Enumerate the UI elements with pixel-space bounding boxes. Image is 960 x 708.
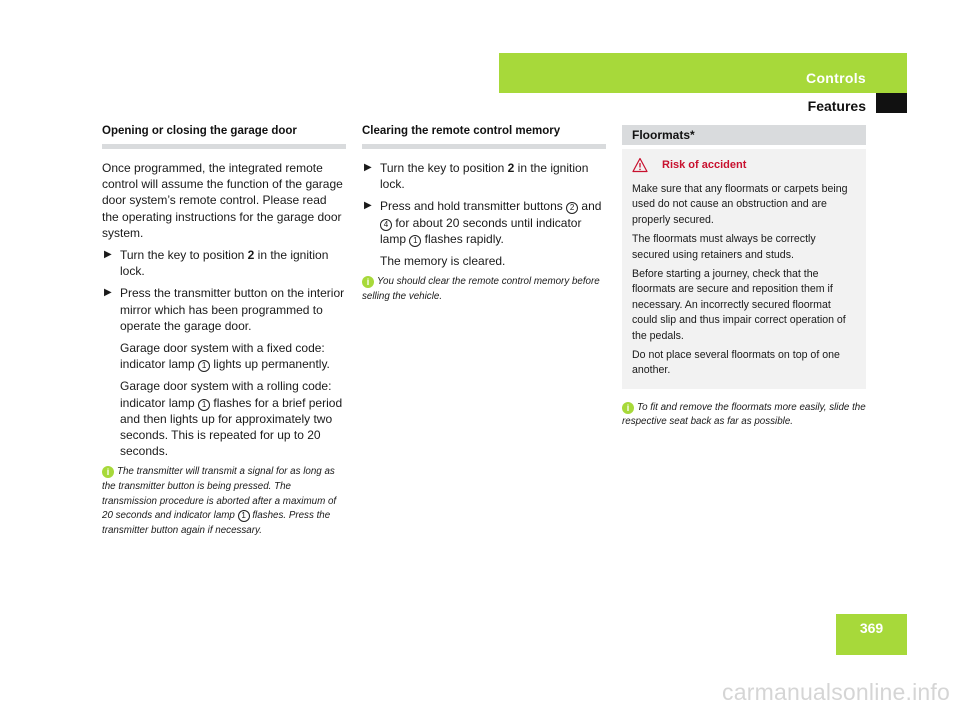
- info-icon: i: [622, 402, 634, 414]
- info-icon: i: [102, 466, 114, 478]
- clear-memory-heading: Clearing the remote control memory: [362, 125, 606, 149]
- warning-paragraph: Before starting a journey, check that the floormats are secure and reposition them if necessary. An incorrectly secured floormat could slip and thus impair correct operation of the pedals.: [632, 268, 846, 342]
- clear-memory-note: i You should clear the remote control memory before selling the vehicle.: [362, 276, 600, 302]
- callout-1-icon: 1: [198, 360, 210, 372]
- page-number: 369: [859, 620, 884, 636]
- arrow-right-icon: ▶: [364, 162, 372, 173]
- callout-2-icon: 2: [566, 202, 578, 214]
- callout-1-icon: 1: [409, 235, 421, 247]
- callout-1-icon: 1: [198, 399, 210, 411]
- clear-step-2: ▶ Press and hold transmitter buttons 2 and 4 for about 20 seconds until indicator lamp 1 flashes rapidly.: [364, 199, 602, 246]
- floormats-heading: Floormats*: [622, 125, 866, 145]
- floormats-note: i To fit and remove the floormats more easily, slide the respective seat back as far as possible.: [622, 401, 866, 428]
- watermark: carmanualsonline.info: [722, 679, 950, 705]
- column-clear-memory: [362, 125, 606, 304]
- garage-step-2: ▶ Press the transmitter button on the interior mirror which has been programmed to operate the garage door.: [104, 286, 345, 333]
- column-floormats: [622, 125, 866, 430]
- rolling-code-text: Garage door system with a rolling code: indicator lamp 1 flashes for a brief period and then lights up for approximately two seconds. This is repeated for up to 20 seconds.: [120, 379, 343, 459]
- warning-paragraph: Do not place several floormats on top of one another.: [632, 349, 840, 377]
- arrow-right-icon: ▶: [104, 249, 112, 261]
- callout-1-icon: 1: [238, 510, 250, 522]
- arrow-right-icon: ▶: [104, 287, 112, 299]
- memory-cleared-text: The memory is cleared.: [380, 254, 506, 269]
- warning-box: [622, 149, 866, 389]
- arrow-right-icon: ▶: [364, 200, 372, 212]
- chapter-title: Controls: [806, 70, 866, 86]
- fixed-code-text: Garage door system with a fixed code: indicator lamp 1 lights up permanently.: [120, 341, 330, 372]
- clear-step-1: ▶ Turn the key to position 2 in the ignition lock.: [364, 161, 589, 192]
- warning-title: Risk of accident: [632, 157, 856, 173]
- callout-4-icon: 4: [380, 219, 392, 231]
- garage-door-intro: Once programmed, the integrated remote control will assume the function of the garage door system’s remote control. Please read the operating instructions for the garage door system.: [102, 161, 343, 240]
- section-title: Features: [807, 98, 866, 114]
- warning-paragraph: Make sure that any floormats or carpets being used do not cause an obstruction and are properly secured.: [632, 183, 848, 226]
- section-tab: [876, 93, 907, 113]
- warning-paragraph: The floormats must always be correctly secured using retainers and studs.: [632, 233, 816, 261]
- column-garage-door: [102, 125, 346, 538]
- garage-door-heading: Opening or closing the garage door: [102, 125, 346, 149]
- garage-step-1: ▶ Turn the key to position 2 in the ignition lock.: [104, 248, 329, 279]
- info-icon: i: [362, 276, 374, 288]
- garage-note: i The transmitter will transmit a signal for as long as the transmitter button is being pressed. The transmission procedure is aborted after a maximum of 20 seconds and indicator lamp 1 flashes. Press the transmitter button again if necessary.: [102, 466, 337, 536]
- warning-triangle-icon: [632, 157, 648, 173]
